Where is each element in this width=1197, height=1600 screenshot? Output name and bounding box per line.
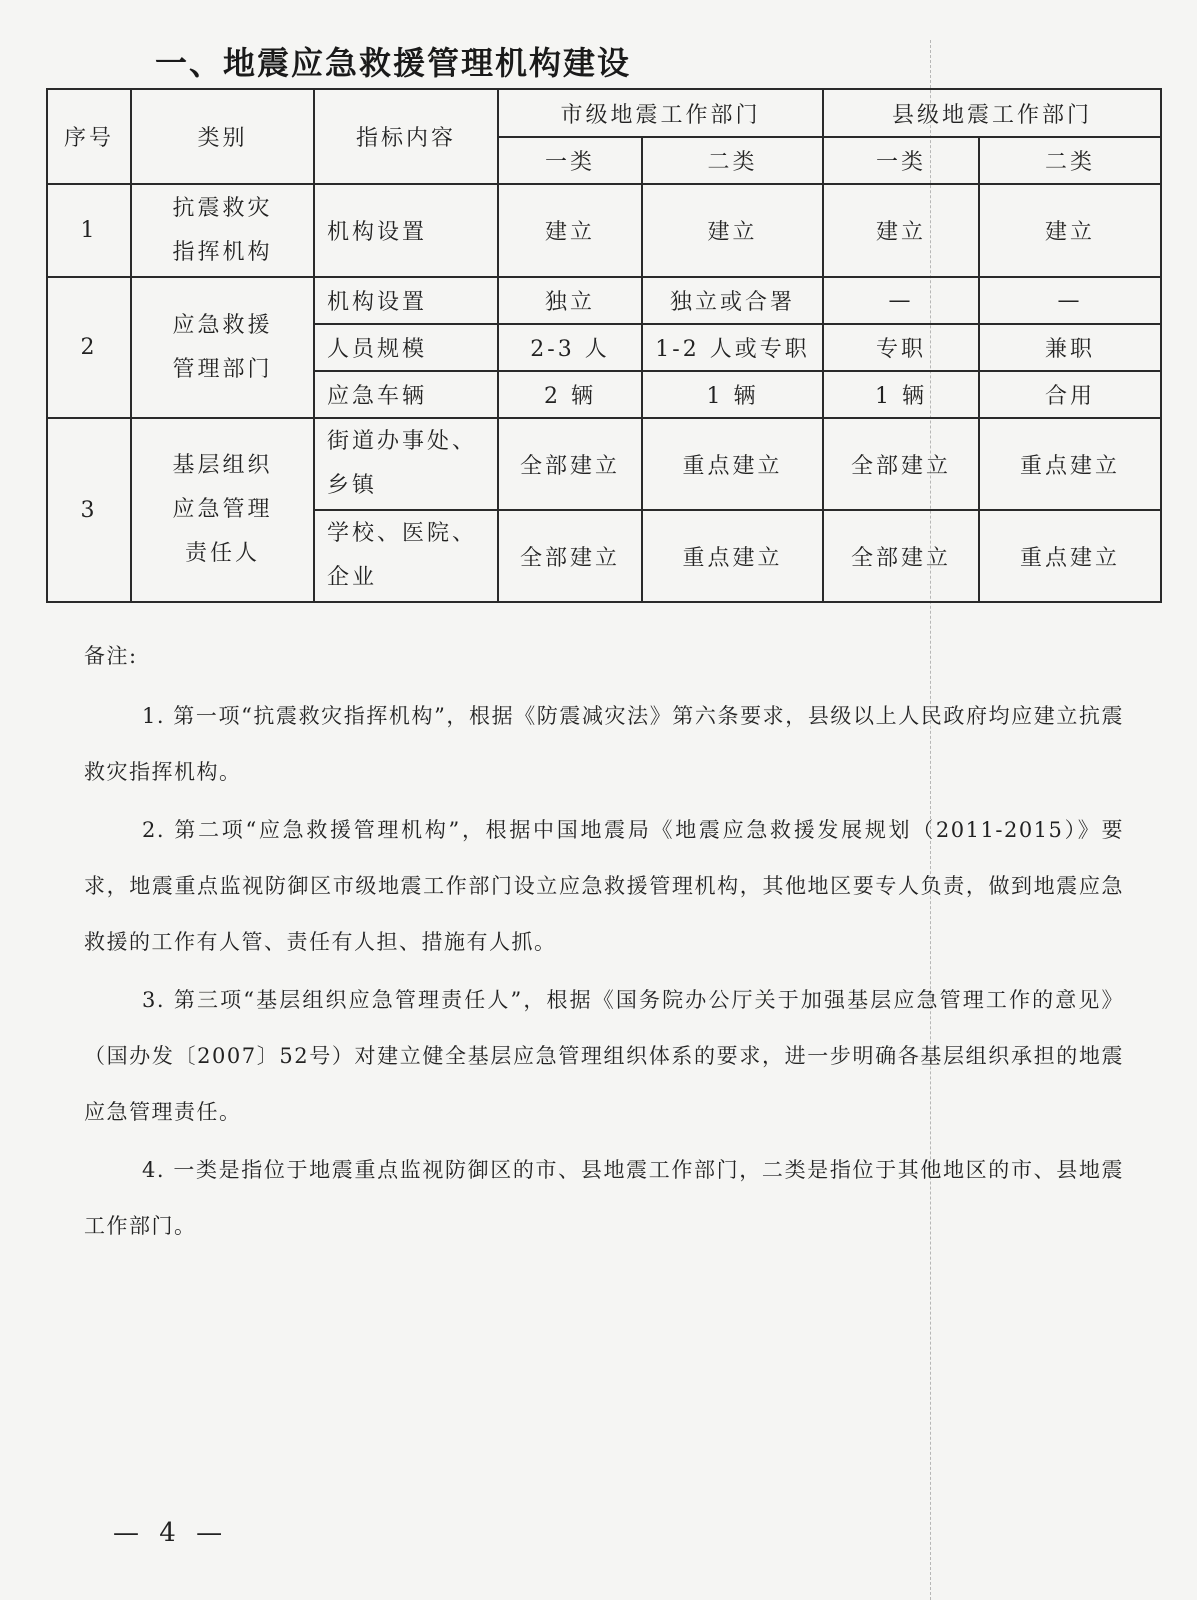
row2b-city-class1: 2-3 人: [498, 324, 642, 371]
row3b-county-class2: 重点建立: [979, 510, 1161, 602]
row1-county-class1: 建立: [823, 184, 979, 277]
table-header-row: [47, 89, 1161, 137]
header-city-class1: 一类: [498, 137, 642, 184]
row1-category-line1: 抗震救灾: [172, 195, 273, 221]
note-item: 4. 一类是指位于地震重点监视防御区的市、县地震工作部门，二类是指位于其他地区的市、县地震工作部门。: [84, 1158, 1124, 1238]
row2-category-line2: 管理部门: [172, 356, 273, 382]
row2a-indicator: 机构设置: [314, 277, 498, 324]
row3a-city-class1: 全部建立: [498, 418, 642, 510]
note-item: 1. 第一项“抗震救灾指挥机构”，根据《防震减灾法》第六条要求，县级以上人民政府均应建立抗震救灾指挥机构。: [84, 704, 1124, 784]
row2a-city-class2: 独立或合署: [642, 277, 823, 324]
row3a-city-class2: 重点建立: [642, 418, 823, 510]
header-county-class1: 一类: [823, 137, 979, 184]
row1-category: [131, 184, 314, 277]
row1-city-class1: 建立: [498, 184, 642, 277]
row3b-indicator: [314, 510, 498, 602]
row2c-county-class2: 合用: [979, 371, 1161, 418]
header-county-class2: 二类: [979, 137, 1161, 184]
row1-city-class2: 建立: [642, 184, 823, 277]
indicator-table: [46, 88, 1162, 603]
row2b-county-class1: 专职: [823, 324, 979, 371]
header-city-dept: 市级地震工作部门: [498, 89, 823, 137]
table-row: [47, 418, 1161, 510]
header-county-dept: 县级地震工作部门: [823, 89, 1161, 137]
row3-category-line1: 基层组织: [172, 453, 273, 478]
section-heading: 一、地震应急救援管理机构建设: [155, 44, 632, 82]
row3b-indicator-line1: 学校、医院、: [327, 521, 478, 546]
notes-label: 备注:: [84, 644, 138, 668]
notes-section: [84, 640, 1124, 1256]
row2a-county-class2: —: [979, 277, 1161, 324]
row3b-county-class1: 全部建立: [823, 510, 979, 602]
row2-category: [131, 277, 314, 418]
table-row: [47, 277, 1161, 324]
note-item: 2. 第二项“应急救援管理机构”，根据中国地震局《地震应急救援发展规划（2011-2015）》要求，地震重点监视防御区市级地震工作部门设立应急救援管理机构，其他地区要专人负责，做到地震应急救援的工作有人管、责任有人担、措施有人抓。: [84, 818, 1124, 954]
header-city-class2: 二类: [642, 137, 823, 184]
page-number: — 4 —: [113, 1518, 229, 1548]
row2-seq: 2: [47, 277, 131, 418]
row3a-county-class1: 全部建立: [823, 418, 979, 510]
row1-category-line2: 指挥机构: [172, 239, 273, 265]
row2a-city-class1: 独立: [498, 277, 642, 324]
row3a-indicator-line1: 街道办事处、: [327, 429, 478, 454]
row3b-city-class1: 全部建立: [498, 510, 642, 602]
row3a-indicator-line2: 乡镇: [327, 473, 378, 498]
row3b-city-class2: 重点建立: [642, 510, 823, 602]
row3-category-line2: 应急管理: [172, 497, 273, 522]
note-item: 3. 第三项“基层组织应急管理责任人”，根据《国务院办公厅关于加强基层应急管理工作的意见》（国办发〔2007〕52号）对建立健全基层应急管理组织体系的要求，进一步明确各基层组织承担的地震应急管理责任。: [84, 988, 1124, 1124]
row3-category: [131, 418, 314, 602]
row1-county-class2: 建立: [979, 184, 1161, 277]
row3-seq: 3: [47, 418, 131, 602]
row3a-county-class2: 重点建立: [979, 418, 1161, 510]
row2b-city-class2: 1-2 人或专职: [642, 324, 823, 371]
row2c-city-class1: 2 辆: [498, 371, 642, 418]
header-indicator: 指标内容: [314, 89, 498, 184]
row3b-indicator-line2: 企业: [327, 565, 378, 590]
row2b-county-class2: 兼职: [979, 324, 1161, 371]
row2c-indicator: 应急车辆: [314, 371, 498, 418]
row2b-indicator: 人员规模: [314, 324, 498, 371]
row2-category-line1: 应急救援: [172, 312, 273, 338]
row2c-city-class2: 1 辆: [642, 371, 823, 418]
row1-seq: 1: [47, 184, 131, 277]
row2a-county-class1: —: [823, 277, 979, 324]
row3-category-line3: 责任人: [184, 541, 260, 566]
row1-indicator: 机构设置: [314, 184, 498, 277]
header-category: 类别: [131, 89, 314, 184]
row3a-indicator: [314, 418, 498, 510]
table-row: [47, 184, 1161, 277]
header-seq: 序号: [47, 89, 131, 184]
row2c-county-class1: 1 辆: [823, 371, 979, 418]
